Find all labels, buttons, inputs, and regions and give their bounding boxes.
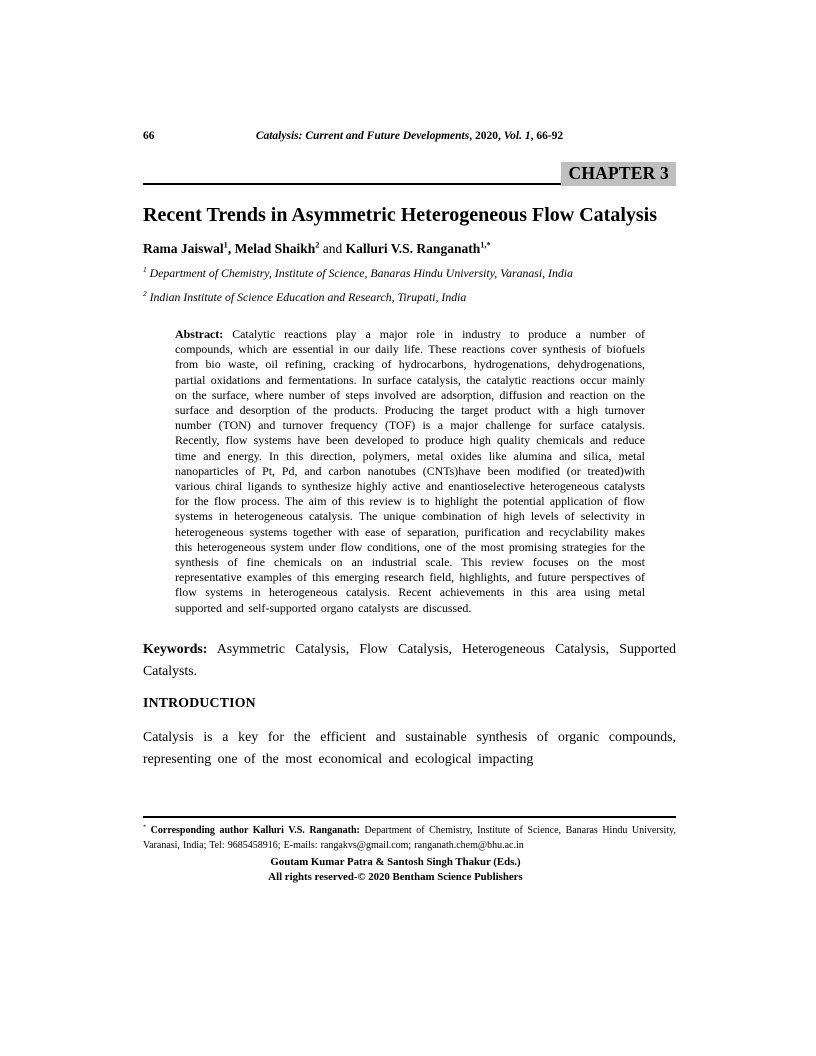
affiliation-1 <box>143 266 676 280</box>
footnote-marker: * <box>143 823 147 831</box>
affiliation-2-marker: 2 <box>143 289 147 299</box>
author-2-affiliation-marker: 2 <box>315 240 320 250</box>
publisher-imprint <box>143 855 648 885</box>
keywords-text: Asymmetric Catalysis, Flow Catalysis, Heterogeneous Catalysis, Supported Catalysts. <box>143 640 676 678</box>
affiliation-2 <box>143 290 676 304</box>
author-line <box>143 240 676 257</box>
author-separator: , <box>227 241 235 256</box>
footnote-text: Department of Chemistry, Institute of Science, Banaras Hindu University, Varanasi, India; Tel: 9685458916; E-mails: rangakvs@gmail.com; ranganath.chem@bhu.ac.in <box>143 825 676 851</box>
affiliation-2-text: Indian Institute of Science Education and Research, Tirupati, India <box>149 290 467 304</box>
abstract <box>175 327 645 616</box>
journal-year: , 2020, <box>469 130 504 142</box>
introduction-paragraph: Catalysis is a key for the efficient and sustainable synthesis of organic compounds, representing one of the most economical and ecological impacting <box>143 728 676 766</box>
journal-volume: Vol. 1 <box>503 130 531 142</box>
keywords-label: Keywords: <box>143 640 208 656</box>
affiliation-1-text: Department of Chemistry, Institute of Science, Banaras Hindu University, Varanasi, India <box>149 266 573 280</box>
corresponding-author-footnote <box>143 816 676 853</box>
author-1: Rama Jaiswal <box>143 241 224 256</box>
author-conjunction: and <box>322 241 343 256</box>
abstract-text: Catalytic reactions play a major role in industry to produce a number of compounds, which are essential in our daily life. These reactions cover synthesis of biofuels from bio waste, oil refining, cracking of hydrocarbons, hydrogenations, dehydrogenations, partial oxidations and fermentations. In surface catalysis, the catalytic reactions occur mainly on the surface, where number of steps involved are adsorption, diffusion and reaction on the surface and desorption of the products. Producing the target product with a high turnover number (TON) and turnover frequency (TOF) is a major challenge for surface catalysis. Recently, flow systems have been developed to produce high quality chemicals and reduce time and energy. In this direction, polymers, metal oxides like alumina and silica, metal nanoparticles of Pt, Pd, and carbon nanotubes (CNTs)have been modified (or treated)with various chiral ligands to synthesize highly active and enantioselective heterogeneous catalysts for the flow process. The aim of this review is to highlight the potential application of flow systems in heterogeneous catalysis. The unique combination of high levels of selectivity in heterogeneous systems together with ease of separation, purification and recyclability makes this heterogeneous system under flow conditions, one of the most promising strategies for the synthesis of fine chemicals on an industrial scale. This review focuses on the most representative examples of this emerging research field, highlights, and future perspectives of flow systems in heterogeneous catalysis. Recent achievements in this area using metal supported and self-supported organo catalysts are discussed. <box>175 327 645 615</box>
chapter-label: CHAPTER 3 <box>561 162 677 186</box>
running-head <box>143 130 676 145</box>
page-number: 66 <box>143 130 155 142</box>
imprint-rights: All rights reserved-© 2020 Bentham Science Publishers <box>268 871 523 883</box>
article-title: Recent Trends in Asymmetric Heterogeneous Flow Catalysis <box>143 204 658 226</box>
section-heading-introduction: INTRODUCTION <box>143 694 256 710</box>
keywords <box>143 638 676 682</box>
author-1-affiliation-marker: 1 <box>223 240 228 250</box>
abstract-label: Abstract: <box>175 327 224 341</box>
author-3-affiliation-marker: 1,* <box>480 240 491 250</box>
journal-pages: , 66-92 <box>530 130 564 142</box>
affiliation-1-marker: 1 <box>143 265 147 275</box>
imprint-editors: Goutam Kumar Patra & Santosh Singh Thakur (Eds.) <box>270 856 521 868</box>
journal-citation <box>143 130 676 142</box>
chapter-banner-row <box>143 158 676 185</box>
footnote-lead: Corresponding author Kalluri V.S. Ranganath: <box>150 825 360 836</box>
author-2: Melad Shaikh <box>234 241 316 256</box>
journal-title: Catalysis: Current and Future Developments <box>255 130 470 142</box>
author-3: Kalluri V.S. Ranganath <box>345 241 481 256</box>
